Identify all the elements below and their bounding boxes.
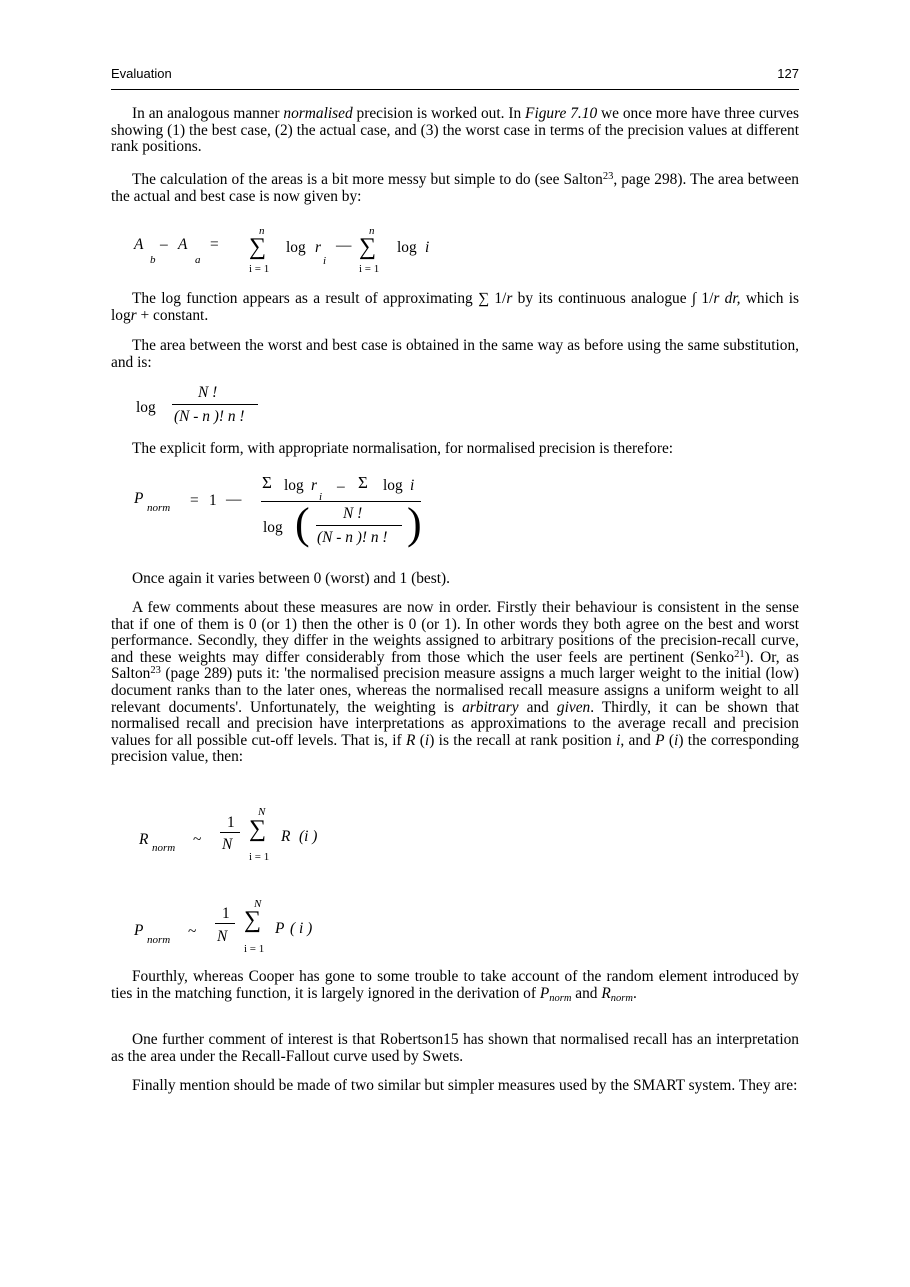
page-number: 127	[777, 66, 799, 81]
paragraph-normalised-precision: In an analogous manner normalised precision is worked out. In Figure 7.10 we once more have three curves showing (1) the best case, (2) the actual case, and (3) the worst case in terms of the precision values at different rank positions.	[111, 105, 799, 156]
paragraph-cooper: Fourthly, whereas Cooper has gone to some trouble to take account of the random element introduced by ties in the matching function, it is largely ignored in the derivation of $P_{norm}$ and $R_{norm}$.	[111, 968, 799, 1004]
paragraph-log-function: The log function appears as a result of approximating ∑ 1/r by its continuous analogue ∫ 1/r dr, which is logr + constant.	[111, 290, 800, 324]
paragraph-robertson: One further comment of interest is that Robertson15 has shown that normalised recall has an interpretation as the area under the Recall-Fallout curve used by Swets.	[111, 1031, 799, 1065]
paragraph-explicit-form: The explicit form, with appropriate normalisation, for normalised precision is therefore:	[132, 440, 674, 457]
paragraph-varies: Once again it varies between 0 (worst) and 1 (best).	[132, 570, 450, 587]
running-header-section: Evaluation	[111, 66, 172, 81]
paragraph-comments: A few comments about these measures are now in order. Firstly their behaviour is consistent in the sense that if one of them is 0 (or 1) then the other is 0 (or 1). In other words they both agree on the best and worst performance. Secondly, they differ in the weights assigned to arbitrary positions of the precision-recall curve, and these weights may differ considerably from those which the user feels are pertinent (Senko$^{21}$). Or, as Salton$^{23}$ (page 289) puts it: 'the normalised precision measure assigns a much larger weight to the initial (low) document ranks than to the later ones, whereas the normalised recall measure assigns a uniform weight to all relevant documents'. Unfortunately, the weighting is arbitrary and given. Thirdly, it can be shown that normalised recall and precision have interpretations as approximations to the average recall and precision values for all possible cut-off levels. That is, if R (i) is the recall at rank position i, and P (i) the corresponding precision value, then:	[111, 599, 799, 766]
paragraph-area-calculation: The calculation of the areas is a bit more messy but simple to do (see Salton$^{23}$, page 298). The area between the actual and best case is now given by:	[111, 171, 799, 205]
paragraph-worst-best: The area between the worst and best case is obtained in the same way as before using the same substitution, and is:	[111, 337, 799, 371]
header-rule	[111, 89, 799, 90]
paragraph-smart: Finally mention should be made of two similar but simpler measures used by the SMART system. They are:	[132, 1077, 798, 1094]
